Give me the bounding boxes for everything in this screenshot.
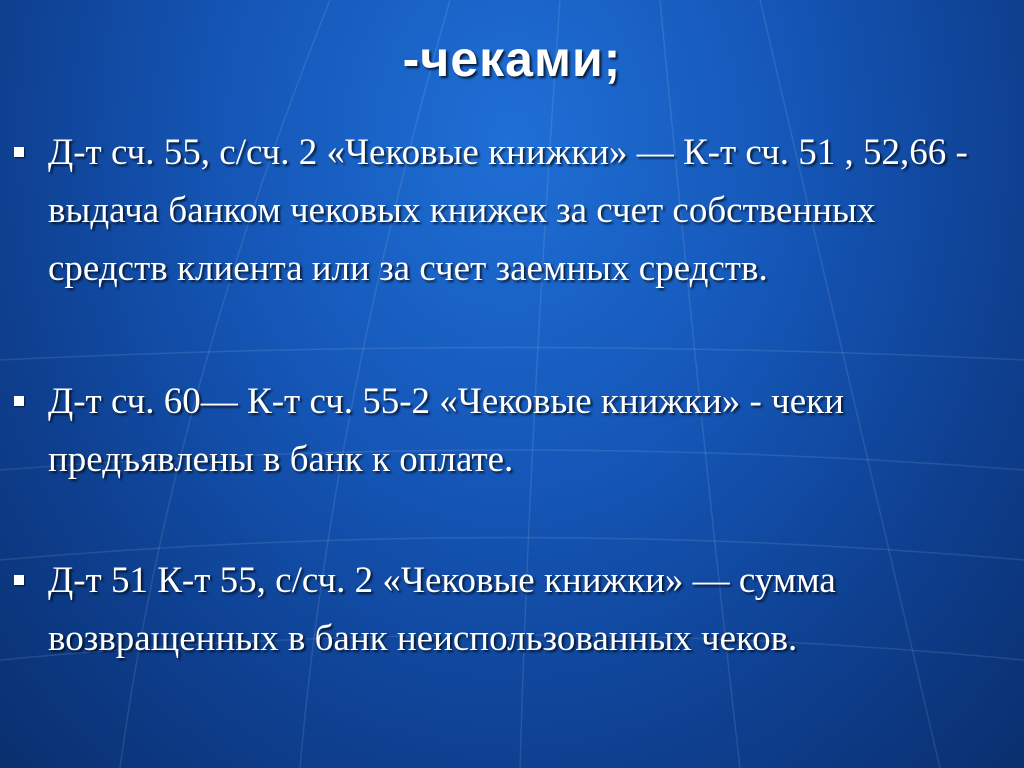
square-bullet-icon <box>14 147 24 157</box>
bullet-text: Д-т сч. 55, с/сч. 2 «Чековые книжки» — К-т сч. 51 , 52,66 - выдача банком чековых книжек за счет собственных средств клиента или за счет заемных средств. <box>48 132 968 289</box>
square-bullet-icon <box>14 575 24 585</box>
square-bullet-icon <box>14 396 24 406</box>
bullet-text: Д-т 51 К-т 55, с/сч. 2 «Чековые книжки» — сумма возвращенных в банк неиспользованных чеков. <box>48 560 836 659</box>
bullet-text: Д-т сч. 60— К-т сч. 55-2 «Чековые книжки» - чеки предъявлены в банк к оплате. <box>48 381 844 480</box>
slide-title: -чеками; <box>402 31 622 87</box>
